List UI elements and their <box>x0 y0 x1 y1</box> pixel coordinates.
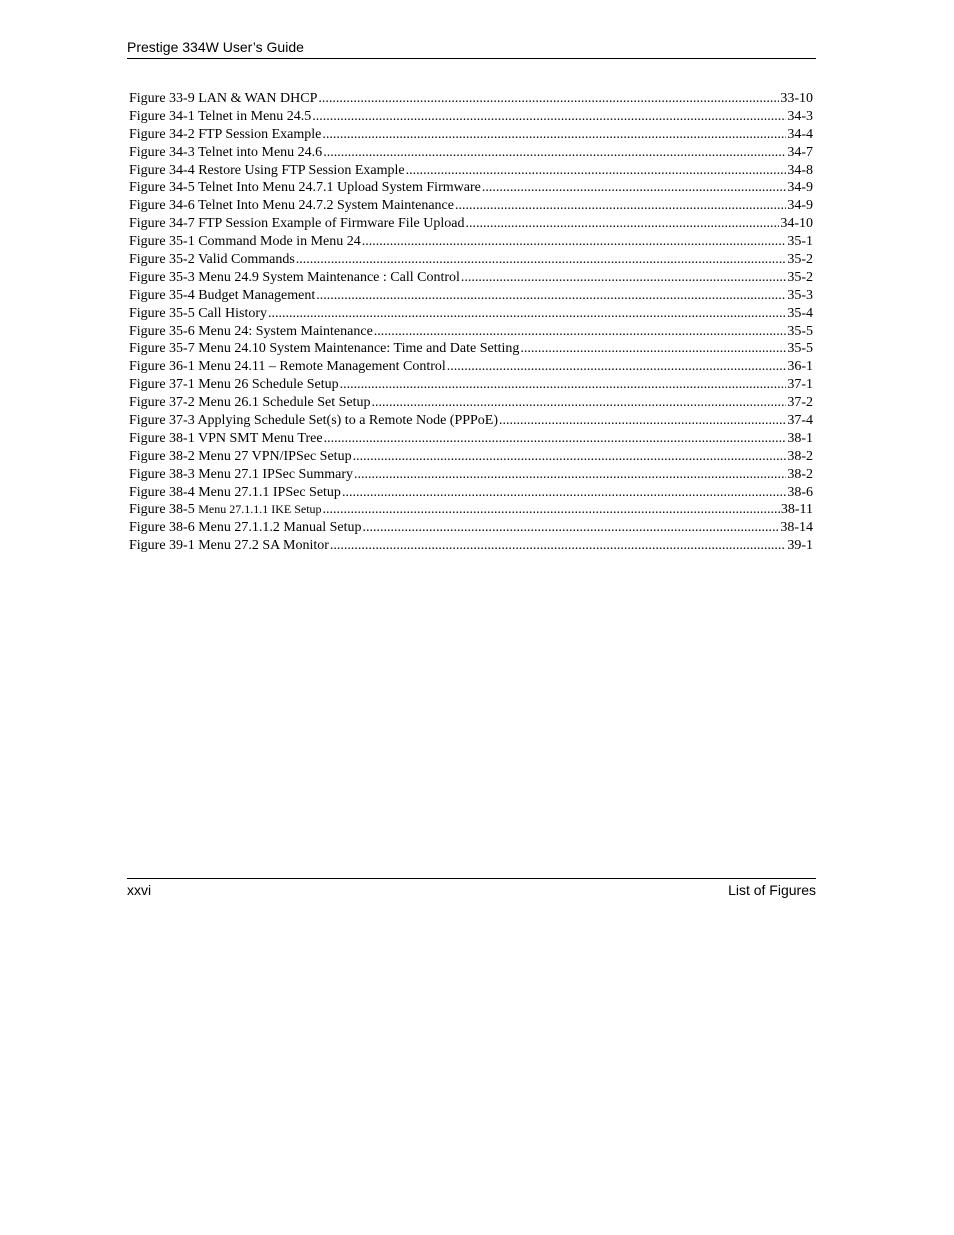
toc-leader-dots <box>455 197 786 215</box>
toc-entry[interactable] <box>129 519 813 537</box>
toc-entry-page: 33-10 <box>780 91 813 106</box>
footer-section-title: List of Figures <box>728 882 816 898</box>
toc-entry-page: 34-9 <box>787 180 813 196</box>
toc-entry-label: Figure 34-3 Telnet into Menu 24.6 <box>129 144 323 160</box>
toc-entry[interactable] <box>129 412 813 430</box>
toc-leader-dots <box>324 430 787 448</box>
toc-entry-page: 38-14 <box>780 520 813 536</box>
toc-entry[interactable] <box>129 394 813 412</box>
toc-leader-dots <box>362 233 787 251</box>
toc-leader-dots <box>340 376 787 394</box>
toc-leader-dots <box>296 251 787 269</box>
toc-entry[interactable] <box>129 340 813 358</box>
toc-entry-page: 37-4 <box>787 413 813 429</box>
toc-entry-page: 37-2 <box>787 395 813 411</box>
toc-entry-page: 38-6 <box>787 484 813 500</box>
toc-entry-label: Figure 38-2 Menu 27 VPN/IPSec Setup <box>129 448 352 464</box>
toc-leader-dots <box>374 323 787 341</box>
toc-entry-label: Figure 34-6 Telnet Into Menu 24.7.2 System Maintenance <box>129 198 454 214</box>
toc-entry-page: 35-2 <box>787 252 813 268</box>
toc-entry-page: 34-8 <box>787 162 813 178</box>
toc-entry-page: 38-1 <box>787 430 813 446</box>
toc-entry[interactable] <box>129 537 813 555</box>
toc-entry-label-prefix: Figure 38-5 <box>129 502 199 518</box>
toc-entry-label: Figure 38-4 Menu 27.1.1 IPSec Setup <box>129 484 341 500</box>
toc-entry-label: Figure 38-3 Menu 27.1 IPSec Summary <box>129 466 353 482</box>
toc-entry-label: Figure 35-7 Menu 24.10 System Maintenance: Time and Date Setting <box>129 341 520 357</box>
toc-entry-label: Figure 35-1 Command Mode in Menu 24 <box>129 234 361 250</box>
page-footer <box>127 878 816 900</box>
toc-leader-dots <box>312 108 786 126</box>
toc-leader-dots <box>363 519 780 537</box>
toc-leader-dots <box>316 287 786 305</box>
toc-entry-label: Figure 34-5 Telnet Into Menu 24.7.1 Upload System Firmware <box>129 180 481 196</box>
toc-entry[interactable] <box>129 466 813 484</box>
toc-entry-page: 35-4 <box>787 305 813 321</box>
toc-entry-label: Figure 33-9 LAN & WAN DHCP <box>129 91 318 106</box>
toc-leader-dots <box>406 162 787 180</box>
toc-entry[interactable] <box>129 305 813 323</box>
toc-entry-label: Figure 35-4 Budget Management <box>129 287 316 303</box>
toc-entry-page: 34-3 <box>787 108 813 124</box>
toc-entry-page: 36-1 <box>787 359 813 375</box>
toc-entry[interactable] <box>129 179 813 197</box>
toc-entry[interactable] <box>129 448 813 466</box>
toc-entry-page: 38-11 <box>780 502 813 518</box>
toc-entry-label: Figure 37-3 Applying Schedule Set(s) to a Remote Node (PPPoE) <box>129 413 499 429</box>
toc-entry[interactable] <box>129 287 813 305</box>
toc-leader-dots <box>322 126 786 144</box>
toc-entry-label: Figure 34-1 Telnet in Menu 24.5 <box>129 108 312 124</box>
toc-entry[interactable] <box>129 501 813 519</box>
toc-entry-page: 35-5 <box>787 341 813 357</box>
toc-entry-page: 38-2 <box>787 466 813 482</box>
toc-entry-page: 35-3 <box>787 287 813 303</box>
toc-leader-dots <box>482 179 787 197</box>
toc-entry[interactable] <box>129 233 813 251</box>
toc-entry-page: 34-9 <box>787 198 813 214</box>
toc-leader-dots <box>268 305 786 323</box>
toc-entry-label: Figure 35-2 Valid Commands <box>129 252 295 268</box>
toc-entry-label: Figure 37-2 Menu 26.1 Schedule Set Setup <box>129 395 371 411</box>
toc-leader-dots <box>371 394 786 412</box>
toc-leader-dots <box>342 484 786 502</box>
toc-entry-label: Figure 34-2 FTP Session Example <box>129 126 322 142</box>
toc-leader-dots <box>353 448 787 466</box>
toc-entry[interactable] <box>129 376 813 394</box>
toc-entry-label: Figure 39-1 Menu 27.2 SA Monitor <box>129 538 329 554</box>
toc-entry-label: Figure 35-3 Menu 24.9 System Maintenance : Call Control <box>129 269 460 285</box>
toc-entry[interactable] <box>129 90 813 108</box>
toc-entry[interactable] <box>129 251 813 269</box>
toc-entry-page: 35-1 <box>787 234 813 250</box>
toc-leader-dots <box>354 466 786 484</box>
toc-entry[interactable] <box>129 269 813 287</box>
toc-entry-page: 34-10 <box>780 216 813 232</box>
toc-entry[interactable] <box>129 144 813 162</box>
page-header <box>127 37 816 59</box>
toc-entry-page: 35-2 <box>787 269 813 285</box>
toc-leader-dots <box>447 358 787 376</box>
toc-entry[interactable] <box>129 358 813 376</box>
toc-entry-label-small: Menu 27.1.1.1 IKE Setup <box>198 502 322 517</box>
toc-entry[interactable] <box>129 484 813 502</box>
toc-entry-label: Figure 38-6 Menu 27.1.1.2 Manual Setup <box>129 520 362 536</box>
toc-entry-page: 39-1 <box>787 538 813 554</box>
toc-entry[interactable] <box>129 108 813 126</box>
toc-leader-dots <box>461 269 786 287</box>
toc-leader-dots <box>323 501 780 519</box>
list-of-figures <box>129 90 813 555</box>
toc-entry-label: Figure 34-7 FTP Session Example of Firmware File Upload <box>129 216 465 232</box>
toc-entry-label: Figure 34-4 Restore Using FTP Session Example <box>129 162 405 178</box>
toc-entry-page: 37-1 <box>787 377 813 393</box>
toc-entry-label: Figure 35-5 Call History <box>129 305 268 321</box>
toc-entry-label: Figure 37-1 Menu 26 Schedule Setup <box>129 377 339 393</box>
toc-entry[interactable] <box>129 323 813 341</box>
toc-leader-dots <box>323 144 786 162</box>
toc-entry-label: Figure 35-6 Menu 24: System Maintenance <box>129 323 373 339</box>
toc-leader-dots <box>465 215 779 233</box>
toc-leader-dots <box>318 90 779 108</box>
toc-leader-dots <box>520 340 786 358</box>
toc-entry-page: 34-4 <box>787 126 813 142</box>
toc-entry[interactable] <box>129 197 813 215</box>
toc-entry[interactable] <box>129 215 813 233</box>
toc-entry-label: Figure 38-1 VPN SMT Menu Tree <box>129 430 323 446</box>
toc-entry-page: 38-2 <box>787 448 813 464</box>
toc-entry[interactable] <box>129 126 813 144</box>
header-title: Prestige 334W User’s Guide <box>127 39 304 55</box>
toc-entry-label <box>129 501 322 519</box>
toc-entry[interactable] <box>129 162 813 180</box>
toc-entry[interactable] <box>129 430 813 448</box>
toc-entry-page: 35-5 <box>787 323 813 339</box>
toc-leader-dots <box>330 537 786 555</box>
toc-leader-dots <box>499 412 786 430</box>
toc-entry-page: 34-7 <box>787 144 813 160</box>
footer-page-number: xxvi <box>127 882 152 898</box>
toc-entry-label: Figure 36-1 Menu 24.11 – Remote Management Control <box>129 359 446 375</box>
